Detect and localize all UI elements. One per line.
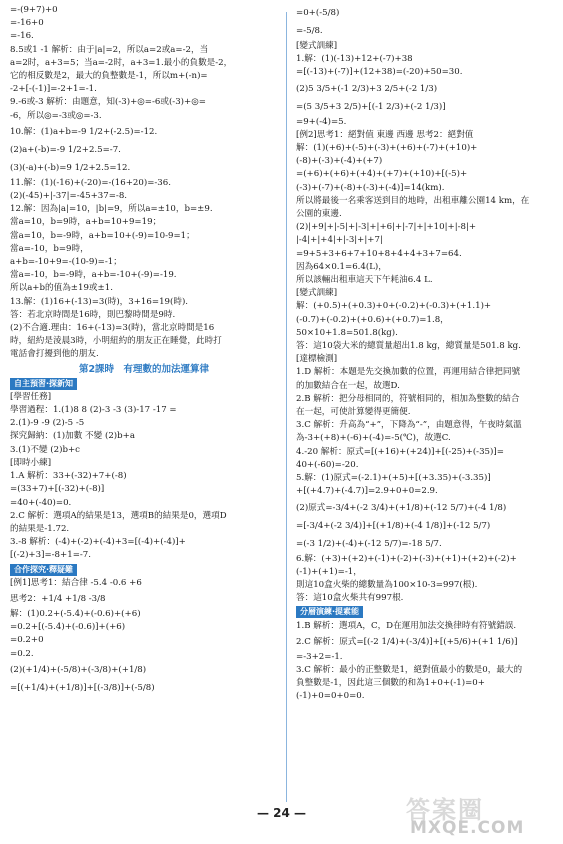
text-line: 所以將最後一名乘客送到目的地時，出租車離公園14 km，在 [296,195,530,206]
text-line: =-16. [10,31,34,42]
text-line: 3.(1)不變 (2)b+c [10,444,80,455]
watermark-logo-text: 答案圈 [406,796,484,824]
text-line: 1.解：(1)(-13)+12+(-7)+38 [296,54,413,65]
page-number: — 24 — [256,806,307,820]
text-line: 電話會打擾到他的朋友. [10,349,99,360]
text-line: 13.解：(1)16+(-13)=3(時)，3+16=19(時). [10,296,189,307]
text-line: 1.B 解析：選項A，C，D在運用加法交換律時有符號錯誤. [296,620,517,631]
text-line: 8.5或1 -1 解析：由于|a|=2，所以a=2或a=-2，当 [10,44,209,55]
text-line: 12.解：因為|a|=10，|b|=9，所以a=±10，b=±9. [10,204,213,215]
text-line: 所以該輛出租車這天下午耗油6.4 L. [296,275,433,286]
text-line: (-1)+0=0+0=0. [296,691,365,702]
text-line: [例1]思考1：結合律 -5.4 -0.6 +6 [10,577,142,588]
text-line: 2.(1)-9 -9 (2)-5 -5 [10,418,85,429]
section-header-layered: 分層演練·提素能 [296,606,363,618]
text-line: =[(-13)+(-7)]+(12+38)=(-20)+50=30. [296,67,463,78]
text-line: 時，紐約是淩晨3時，小明紐約的朋友正在睡覺，此時打 [10,336,222,347]
text-line: =0+(-5/8) [296,8,340,18]
section-header-preview: 自主預習·探新知 [10,378,77,390]
text-line: =0.2+[(-5.4)+(-0.6)]+(+6) [10,622,126,633]
text-line: 1.A 解析：33+(-32)+7+(-8) [10,471,127,482]
text-line: 探究歸納：(1)加數 不變 (2)b+a [10,431,135,442]
text-line: 3.C 解析：最小的正整數是1，絕對值最小的數是0，最大的 [296,664,523,675]
text-line: |-4|+|+4|+|-3|+|+7| [296,235,383,246]
text-line: 50×10+1.8=501.8(kg). [296,327,398,338]
text-line: 思考2：+1/4 +1/8 -3/8 [10,593,106,604]
text-line: 當a=-10，b=9時， [10,243,89,254]
text-line: -2+[-(-1)]=-2+1=-1. [10,84,97,95]
text-line: 解：(1)0.2+(-5.4)+(-0.6)+(+6) [10,608,141,619]
text-line: (2)原式=-3/4+(-2 3/4)+(+1/8)+(-12 5/7)+(-4 1/8) [296,502,507,513]
subsection-label: [即時小練] [10,457,52,468]
text-line: (2)5 3/5+(-1 2/3)+3 2/5+(-2 1/3) [296,83,438,94]
text-line: (-1)+(+1)=-1， [296,566,362,577]
text-line: 當a=10，b=9時，a+b=10+9=19； [10,217,162,228]
text-line: =-(9+7)+0 [10,5,58,15]
text-line: 解：(1)(+6)+(-5)+(-3)+(+6)+(-7)+(+10)+ [296,143,478,154]
text-line: =[(+1/4)+(+1/8)]+[(-3/8)]+(-5/8) [10,682,155,693]
text-line: =(-3 1/2)+(-4)+(-12 5/7)=-18 5/7. [296,538,442,549]
text-line: 2.C 解析：選項A的結果是13，選項B的結果是0，選項D [10,510,227,521]
text-line: 答：若北京時間是16時，則巴黎時間是9時. [10,309,176,320]
text-line: 2.C 解析：原式=[(-2 1/4)+(-3/4)]+[(+5/6)+(+1 1/6)] [296,636,518,647]
text-line: 因為64×0.1=6.4(L)， [296,261,387,272]
text-line: 答：這10盒火柴共有997根. [296,593,404,604]
text-line: =0.2. [10,648,34,659]
text-line: (2)(-45)+|-37|=-45+37=-8. [10,191,128,202]
text-line: 公園的東邊. [296,209,342,220]
text-line: (2)|+9|+|-5|+|-3|+|+6|+|-7|+|+10|+|-8|+ [296,222,477,233]
subsection-label: [變式訓練] [296,41,338,51]
text-line: =40+(-40)=0. [10,497,72,508]
text-line: 為-3+(+8)+(-6)+(-4)=-5(℃)，故選C. [296,433,451,444]
lesson-title: 第2課時 有理數的加法運算律 [78,363,210,375]
text-line: 學習過程：1.(1)8 8 (2)-3 -3 (3)-17 -17 = [10,405,177,416]
section-header-explore: 合作探究·釋疑難 [10,564,77,576]
subsection-label: [達標檢測] [296,354,338,365]
text-line: =-16+0 [10,18,44,29]
text-line: 解：(+0.5)+(+0.3)+0+(-0.2)+(-0.3)+(+1.1)+ [296,301,492,312]
text-line: =(33+7)+[(-32)+(-8)] [10,484,105,495]
text-line: =(5 3/5+3 2/5)+[(-1 2/3)+(-2 1/3)] [296,101,446,112]
text-line: +[(+4.7)+(-4.7)]=2.9+0+0=2.9. [296,486,438,497]
text-line: 3.C 解析：升高為“+”，下降為“-”，由題意得，午夜時氣溫 [296,420,522,431]
text-line: [(-2)+3]=-8+1=-7. [10,550,91,561]
text-line: (2)(+1/4)+(-5/8)+(-3/8)+(+1/8) [10,664,147,675]
text-line: =(+6)+(+6)+(+4)+(+7)+(+10)+[(-5)+ [296,169,468,180]
subsection-label: [學習任務] [10,391,52,402]
text-line: 40+(-60)=-20. [296,459,359,470]
text-line: -6，所以◎=-3或◎=-3. [10,110,102,121]
text-line: 當a=-10，b=-9時，a+b=-10+(-9)=-19. [10,270,177,281]
text-line: =-3+2=-1. [296,651,343,662]
text-line: 9.-6或-3 解析：由題意，知(-3)+◎=-6或(-3)+◎= [10,97,206,108]
text-line: =9+5+3+6+7+10+8+4+4+3+7=64. [296,248,462,259]
text-line: 則這10盒火柴的總數量為100×10-3=997(根). [296,579,478,590]
left-column [10,4,278,697]
text-line: 的結果是-1.72. [10,523,70,534]
text-line: 10.解：(1)a+b=-9 1/2+(-2.5)=-12. [10,126,158,137]
text-line: 在一起，可使計算變得更簡便. [296,407,411,418]
text-line: 答：這10袋大米的總質量超出1.8 kg，總質量是501.8 kg. [296,341,521,352]
column-divider [286,12,287,802]
watermark-url: MXQE.COM [410,818,525,838]
text-line: =9+(-4)=5. [296,116,347,127]
text-line: 負整數是-1，因此這三個數的和為1+0+(-1)=0+ [296,678,485,689]
right-column [296,4,554,704]
text-line: 4.-20 解析：原式=[(+16)+(+24)]+[(-25)+(-35)]= [296,446,504,457]
text-line: (2)a+(-b)=-9 1/2+2.5=-7. [10,144,121,155]
subsection-label: [變式訓練] [296,288,338,299]
text-line: 的加數結合在一起，故選D. [296,380,400,391]
text-line: 所以a+b的值為±19或±1. [10,283,113,294]
text-line: 它的相反數是2，最大的負整數是-1，所以m+(-n)= [10,71,208,82]
text-line: 2.B 解析：把分母相同的，符號相同的，相加為整數的結合 [296,393,520,404]
text-line: 6.解：(+3)+(+2)+(-1)+(-2)+(-3)+(+1)+(+2)+(-2)+ [296,553,517,564]
text-line: 當a=10，b=-9時，a+b=10+(-9)=10-9=1； [10,230,195,241]
text-line: [例2]思考1：絕對值 東邊 西邊 思考2：絕對值 [296,129,474,140]
text-line: (-0.7)+(-0.2)+(+0.6)+(+0.7)=1.8， [296,314,449,325]
text-line: 1.D 解析：本題是先交換加數的位置，再運用結合律把同號 [296,367,521,378]
text-line: =-5/8. [296,26,323,36]
watermark-logo [396,790,556,842]
text-line: 3.-8 解析：(-4)+(-2)+(-4)+3=[(-4)+(-4)]+ [10,537,186,548]
text-line: 11.解：(1)(-16)+(-20)=-(16+20)=-36. [10,177,171,188]
text-line: =0.2+0 [10,635,44,646]
text-line: (2)不合適.理由：16+(-13)=3(時)，當北京時間是16 [10,323,215,334]
text-line: =[-3/4+(-2 3/4)]+[(+1/8)+(-4 1/8)]+(-12 5/7) [296,520,491,531]
text-line: (-3)+(-7)+(-8)+(-3)+(-4)]=14(km). [296,182,445,193]
text-line: (-8)+(-3)+(-4)+(+7) [296,156,383,167]
text-line: a+b=-10+9=-(10-9)=-1； [10,257,122,268]
text-line: 5.解：(1)原式=(-2.1)+(+5)+[(+3.35)+(-3.35)] [296,473,491,484]
text-line: (3)(-a)+(-b)=9 1/2+2.5=12. [10,162,131,173]
text-line: a=2时，a+3=5；当a=-2时，a+3=1.最小的負數是-2， [10,57,233,68]
